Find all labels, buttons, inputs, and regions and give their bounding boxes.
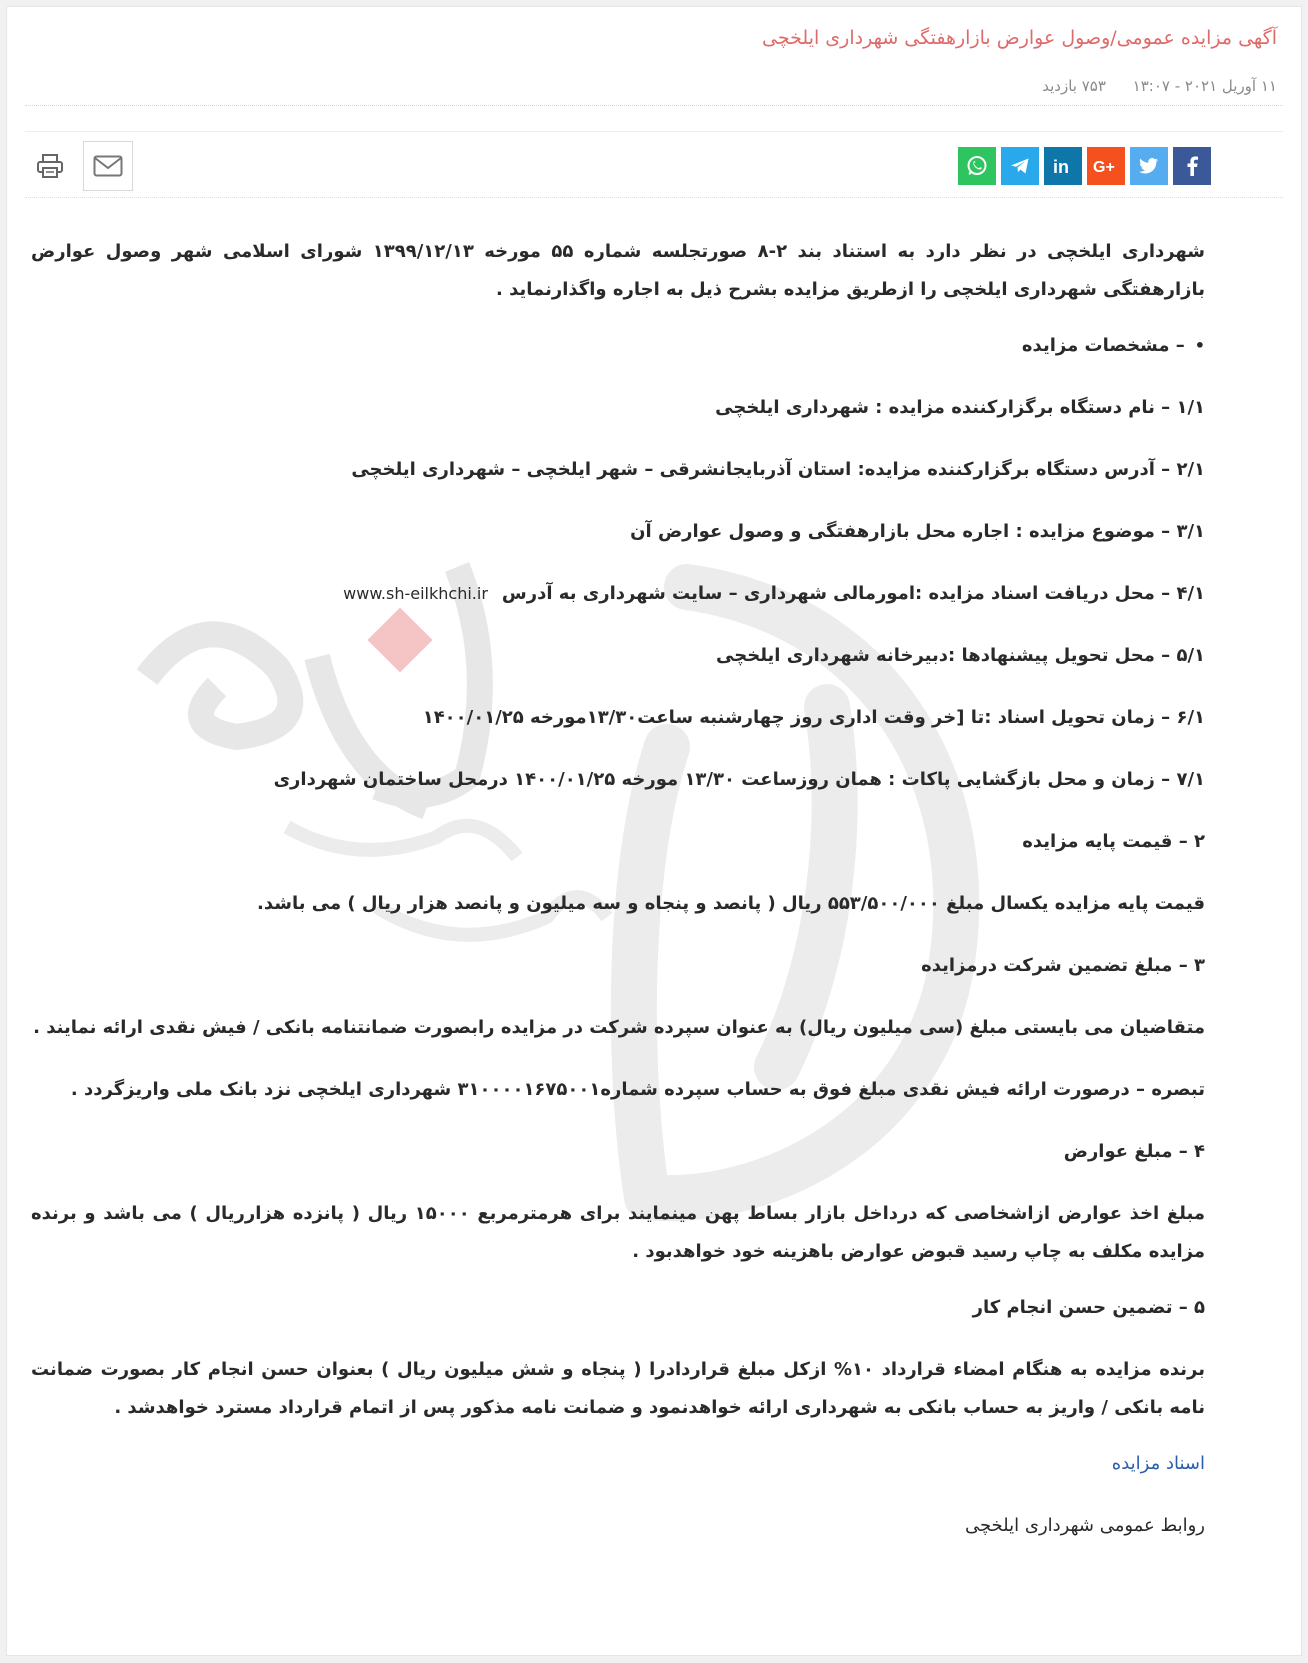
watermark-logo [127, 507, 1027, 1227]
item-3-1: ۳/۱ – موضوع مزایده : اجاره محل بازارهفتگی و وصول عوارض آن [630, 521, 1205, 542]
section-3-text: متقاضیان می بایستی مبلغ (سی میلیون ریال) به عنوان سپرده شرکت در مزایده رابصورت ضمانتنامه بانکی / فیش نقدی ارائه نمایند . [33, 1017, 1205, 1038]
specs-heading: • – مشخصات مزایده [31, 327, 1205, 365]
documents-link[interactable]: اسناد مزایده [1111, 1453, 1205, 1474]
email-icon [93, 155, 123, 177]
article-card [6, 6, 1302, 1656]
twitter-share-button[interactable] [1130, 147, 1168, 185]
signature: روابط عمومی شهرداری ایلخچی [964, 1515, 1205, 1536]
google-plus-share-button[interactable] [1087, 147, 1125, 185]
section-4-text: مبلغ اخذ عوارض ازاشخاصی که درداخل بازار بساط پهن مینمایند برای هرمترمربع ۱۵۰۰۰ ریال ( پانزده هزارریال ) می باشد و برنده مزایده مکلف به چاپ رسید قبوض عوارض باهزینه خود خواهدبود . [31, 1203, 1205, 1262]
article-meta [1020, 77, 1277, 95]
article-date: ۱۱ آوریل ۲۰۲۱ - ۱۳:۰۷ [1132, 77, 1277, 95]
whatsapp-icon [966, 155, 988, 177]
svg-text:G+: G+ [1093, 159, 1115, 174]
telegram-icon [1010, 157, 1030, 175]
telegram-share-button[interactable] [1001, 147, 1039, 185]
linkedin-icon [1053, 157, 1073, 175]
item-6-1: ۶/۱ – زمان تحویل اسناد :تا [خر وقت اداری روز چهارشنبه ساعت۱۳/۳۰مورخه ۱۴۰۰/۰۱/۲۵ [422, 707, 1205, 728]
item-2-1: ۲/۱ – آدرس دستگاه برگزارکننده مزایده: استان آذربایجانشرقی – شهر ایلخچی – شهرداری ایلخچی [351, 459, 1205, 480]
linkedin-share-button[interactable] [1044, 147, 1082, 185]
municipality-url: www.sh-eilkhchi.ir [343, 584, 488, 603]
item-5-1: ۵/۱ – محل تحویل پیشنهادها :دبیرخانه شهرداری ایلخچی [716, 645, 1205, 666]
section-2-heading: ۲ – قیمت پایه مزایده [1022, 831, 1205, 852]
whatsapp-share-button[interactable] [958, 147, 996, 185]
divider [25, 105, 1283, 106]
twitter-icon [1139, 157, 1159, 175]
divider [25, 197, 1283, 198]
section-4-heading: ۴ – مبلغ عوارض [1063, 1141, 1205, 1162]
item-1-1: ۱/۱ – نام دستگاه برگزارکننده مزایده : شهرداری ایلخچی [715, 397, 1205, 418]
print-button[interactable] [25, 141, 75, 191]
email-button[interactable] [83, 141, 133, 191]
article-views: ۷۵۳ بازدید [1042, 77, 1106, 95]
item-4-1-text: ۴/۱ – محل دریافت اسناد مزایده :امورمالی شهرداری – سایت شهرداری به آدرس [501, 583, 1205, 604]
note-paragraph: تبصره – درصورت ارائه فیش نقدی مبلغ فوق به حساب سپرده شماره۳۱۰۰۰۰۱۶۷۵۰۰۱ شهرداری ایلخچی نزد بانک ملی واریزگردد . [70, 1079, 1205, 1100]
facebook-icon [1183, 156, 1201, 176]
section-2-text: قیمت پایه مزایده یکسال مبلغ ۵۵۳/۵۰۰/۰۰۰ ریال ( پانصد و پنجاه و سه میلیون و پانصد هزار ریال ) می باشد. [257, 893, 1205, 914]
facebook-share-button[interactable] [1173, 147, 1211, 185]
svg-text:in: in [1053, 157, 1069, 175]
section-3-heading: ۳ – مبلغ تضمین شرکت درمزایده [921, 955, 1205, 976]
item-4-1 [31, 575, 1205, 613]
google-plus-icon [1093, 158, 1119, 174]
section-5-heading: ۵ – تضمین حسن انجام کار [972, 1297, 1205, 1318]
divider [25, 131, 1283, 132]
item-7-1: ۷/۱ – زمان و محل بازگشایی پاکات : همان روزساعت ۱۳/۳۰ مورخه ۱۴۰۰/۰۱/۲۵ درمحل ساختمان شهرداری [273, 769, 1205, 790]
share-bar [958, 147, 1211, 185]
intro-paragraph: شهرداری ایلخچی در نظر دارد به استناد بند ۲-۸ صورتجلسه شماره ۵۵ مورخه ۱۳۹۹/۱۲/۱۳ شورای اسلامی شهر وصول عوارض بازارهفتگی شهرداری ایلخچی را ازطریق مزایده بشرح ذیل به اجاره واگذارنماید . [31, 241, 1206, 300]
section-5-text: برنده مزایده به هنگام امضاء قرارداد ۱۰% ازکل مبلغ قراردادرا ( پنجاه و شش میلیون ریال ) بعنوان حسن انجام کار بصورت ضمانت نامه بانکی / واریز به حساب بانکی به شهرداری ارائه خواهدنمود و ضمانت نامه مذکور پس از اتمام قرارداد مسترد خواهدشد . [31, 1359, 1205, 1418]
print-icon [36, 153, 64, 179]
article-title[interactable]: آگهی مزایده عمومی/وصول عوارض بازارهفتگی شهرداری ایلخچی [762, 27, 1277, 49]
